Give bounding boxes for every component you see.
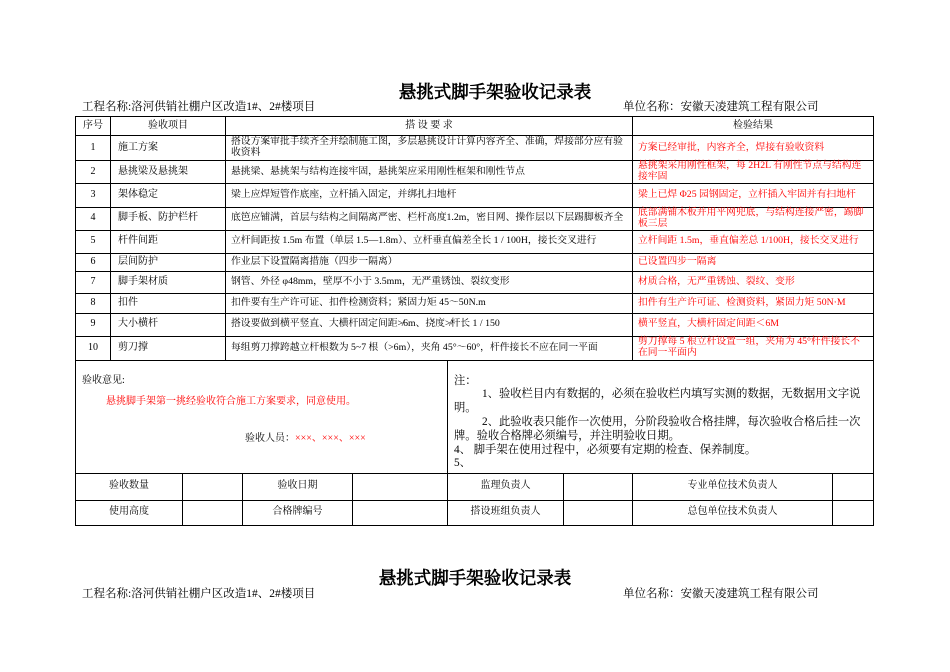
signoff-label: 监理负责人: [448, 474, 564, 500]
acceptance-record-sheet: [75, 116, 873, 526]
note-item: 2、此验收表只能作一次使用，分阶段验收合格挂牌，每次验收合格后挂一次牌。验收合格牌必须编号，并注明验收日期。: [454, 415, 861, 442]
inspection-item: 扣件: [111, 293, 226, 313]
inspection-item: 脚手板、防护栏杆: [111, 208, 226, 231]
opinion-box: [76, 361, 447, 473]
table-row: [76, 271, 874, 293]
opinion-label: 验收意见:: [82, 374, 125, 386]
result-text: 已设置四步一隔离: [633, 253, 874, 271]
unit-name: 单位名称：安徽天凌建筑工程有限公司: [623, 101, 819, 113]
project-name: 工程名称:洛河供销社棚户区改造1#、2#楼项目: [82, 101, 316, 113]
notes-block: [448, 361, 873, 472]
row-number: 4: [76, 208, 111, 231]
signoff-row: [76, 474, 874, 500]
signoff-value-cell: [833, 474, 874, 500]
note-item: 5、: [454, 457, 471, 470]
inspector-names: ×××、×××、×××: [295, 432, 366, 444]
requirement-text: 底笆应铺满，首层与结构之间隔离严密、栏杆高度1.2m，密目网、操作层以下层踢脚板齐全: [226, 208, 633, 231]
inspector-label: 验收人员：: [245, 432, 295, 444]
inspection-table: [75, 116, 874, 361]
header-requirement: 搭 设 要 求: [226, 117, 633, 136]
header-item: 验收项目: [111, 117, 226, 136]
requirement-text: 搭设方案审批手续齐全并绘制施工图，多层悬挑设计计算内容齐全、准确，焊接部分应有验收资料: [226, 136, 633, 161]
signoff-label: 专业单位技术负责人: [633, 474, 833, 500]
result-text: 梁上已焊 Φ25 园钢固定，立杆插入牢固并有扫地杆: [633, 184, 874, 208]
signoff-row: [76, 500, 874, 525]
row-number: 6: [76, 253, 111, 271]
row-number: 7: [76, 271, 111, 293]
signoff-value-cell: [353, 500, 448, 525]
project-name: 工程名称:洛河供销社棚户区改造1#、2#楼项目: [82, 588, 316, 600]
table-header-row: [76, 117, 874, 136]
inspection-item: 脚手架材质: [111, 271, 226, 293]
header-result: 检验结果: [633, 117, 874, 136]
signoff-value-cell: [183, 500, 243, 525]
inspection-item: 悬挑梁及悬挑架: [111, 161, 226, 184]
opinion-cell: [76, 361, 448, 474]
page-title: 悬挑式脚手架验收记录表: [378, 568, 572, 588]
note-item: 1、验收栏目内有数据的，必须在验收栏内填写实测的数据，无数据用文字说明。: [454, 388, 861, 415]
row-number: 1: [76, 136, 111, 161]
result-text: 立杆间距 1.5m，垂直偏差总 1/100H，接长交叉进行: [633, 230, 874, 253]
table-row: [76, 184, 874, 208]
row-number: 2: [76, 161, 111, 184]
row-number: 3: [76, 184, 111, 208]
table-row: [76, 313, 874, 336]
requirement-text: 扣件要有生产许可证、扣件检测资料；紧固力矩 45～50N.m: [226, 293, 633, 313]
requirement-text: 梁上应焊短管作底座，立杆插入固定，并绑扎扫地杆: [226, 184, 633, 208]
table-row: [76, 161, 874, 184]
inspectors-line: [245, 433, 366, 445]
requirement-text: 作业层下设置隔离措施（四步一隔离）: [226, 253, 633, 271]
signoff-label: 验收数量: [76, 474, 183, 500]
requirement-text: 悬挑梁、悬挑架与结构连接牢固，悬挑架应采用刚性框架和刚性节点: [226, 161, 633, 184]
row-number: 8: [76, 293, 111, 313]
table-row: [76, 336, 874, 360]
notes-label: 注：: [454, 374, 477, 387]
note-item: 4、 脚手架在使用过程中，必须要有定期的检查、保养制度。: [454, 443, 757, 456]
table-row: [76, 253, 874, 271]
inspection-item: 杆件间距: [111, 230, 226, 253]
table-row: [76, 293, 874, 313]
result-text: 材质合格，无严重锈蚀、裂纹、变形: [633, 271, 874, 293]
requirement-text: 钢管、外径 φ48mm，壁厚不小于 3.5mm，无严重锈蚀、裂纹变形: [226, 271, 633, 293]
notes-cell: [448, 361, 874, 474]
inspection-item: 剪刀撑: [111, 336, 226, 360]
signoff-value-cell: [564, 474, 633, 500]
page-title: 悬挑式脚手架验收记录表: [398, 82, 592, 102]
signoff-value-cell: [353, 474, 448, 500]
header-no: 序号: [76, 117, 111, 136]
table-row: [76, 136, 874, 161]
requirement-text: 每组剪刀撑跨越立杆根数为 5~7 根（>6m），夹角 45°～60°，杆件接长不应在同一平面: [226, 336, 633, 360]
inspection-item: 施工方案: [111, 136, 226, 161]
signoff-label: 搭设班组负责人: [448, 500, 564, 525]
result-text: 剪刀撑每 5 根立杆设置一组，夹角为 45°杆件接长不在同一平面内: [633, 336, 874, 360]
inspection-item: 架体稳定: [111, 184, 226, 208]
table-row: [76, 208, 874, 231]
row-number: 9: [76, 313, 111, 336]
signoff-value-cell: [183, 474, 243, 500]
result-text: 方案已经审批，内容齐全，焊接有验收资料: [633, 136, 874, 161]
result-text: 悬挑架采用刚性框架，每 2H2L 有刚性节点与结构连接牢固: [633, 161, 874, 184]
requirement-text: 搭设要做到横平竖直、大横杆固定间距≯6m、挠度≯杆长 1 / 150: [226, 313, 633, 336]
signoff-label: 验收日期: [243, 474, 353, 500]
signoff-label: 合格牌编号: [243, 500, 353, 525]
result-text: 底部满铺木板并用平网兜底，与结构连接严密，踢脚板三层: [633, 208, 874, 231]
opinion-notes-table: [75, 361, 874, 475]
table-row: [76, 230, 874, 253]
inspection-item: 大小横杆: [111, 313, 226, 336]
opinion-text: 悬挑脚手架第一挑经验收符合施工方案要求，同意使用。: [106, 395, 356, 407]
signoff-label: 总包单位技术负责人: [633, 500, 833, 525]
signoff-value-cell: [564, 500, 633, 525]
signoff-value-cell: [833, 500, 874, 525]
row-number: 5: [76, 230, 111, 253]
unit-name: 单位名称：安徽天凌建筑工程有限公司: [623, 588, 819, 600]
result-text: 扣件有生产许可证、检测资料，紧固力矩 50N·M: [633, 293, 874, 313]
inspection-item: 层间防护: [111, 253, 226, 271]
signoff-table: [75, 474, 874, 526]
result-text: 横平竖直，大横杆固定间距＜6M: [633, 313, 874, 336]
signoff-label: 使用高度: [76, 500, 183, 525]
requirement-text: 立杆间距按 1.5m 布置（单层 1.5—1.8m）、立杆垂直偏差全长 1 / 100H，接长交叉进行: [226, 230, 633, 253]
opinion-row: [76, 361, 874, 474]
row-number: 10: [76, 336, 111, 360]
